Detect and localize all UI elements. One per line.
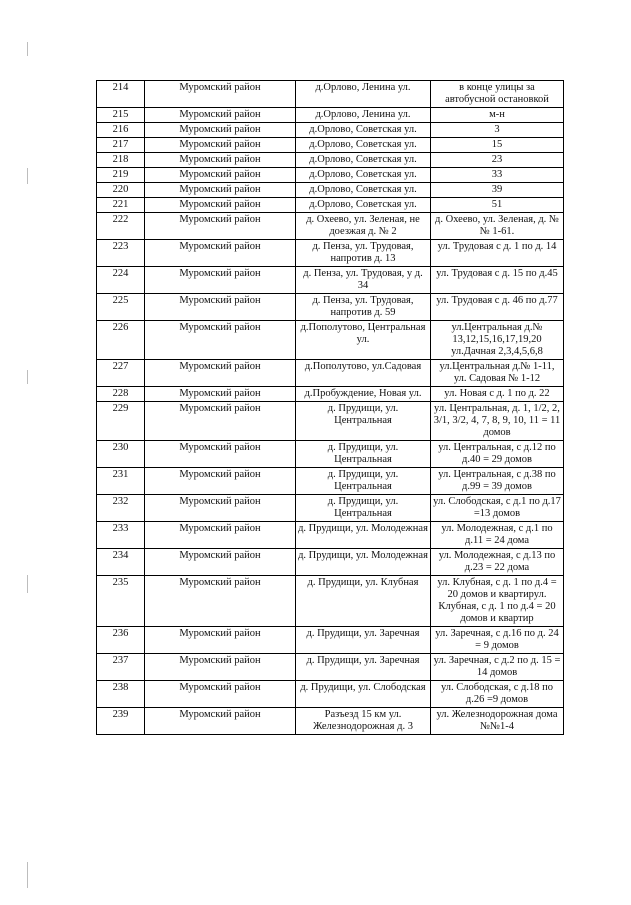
houses-cell: ул. Железнодорожная дома №№1-4 — [431, 708, 564, 735]
row-number-cell: 222 — [97, 213, 145, 240]
table-row — [97, 198, 564, 213]
location-cell: д. Пенза, ул. Трудовая, напротив д. 13 — [296, 240, 431, 267]
location-cell: д.Орлово, Ленина ул. — [296, 81, 431, 108]
location-cell: д. Прудищи, ул. Молодежная — [296, 522, 431, 549]
row-number-cell: 228 — [97, 387, 145, 402]
houses-cell: ул. Центральная, с д.38 по д.99 = 39 домов — [431, 468, 564, 495]
district-cell: Муромский район — [145, 360, 296, 387]
location-cell: д. Прудищи, ул. Слободская — [296, 681, 431, 708]
district-cell: Муромский район — [145, 81, 296, 108]
table-row — [97, 360, 564, 387]
table-row — [97, 108, 564, 123]
location-cell: д.Пополутово, ул.Садовая — [296, 360, 431, 387]
houses-cell: ул. Молодежная, с д.13 по д.23 = 22 дома — [431, 549, 564, 576]
houses-cell: ул. Центральная, д. 1, 1/2, 2, 3/1, 3/2, 4, 7, 8, 9, 10, 11 = 11 домов — [431, 402, 564, 441]
row-number-cell: 232 — [97, 495, 145, 522]
row-number-cell: 237 — [97, 654, 145, 681]
location-cell: д.Пробуждение, Новая ул. — [296, 387, 431, 402]
district-cell: Муромский район — [145, 522, 296, 549]
location-cell: д. Прудищи, ул. Центральная — [296, 441, 431, 468]
row-number-cell: 225 — [97, 294, 145, 321]
location-cell: д. Прудищи, ул. Заречная — [296, 654, 431, 681]
row-number-cell: 239 — [97, 708, 145, 735]
houses-cell: ул.Центральная д.№ 1-11, ул. Садовая № 1-12 — [431, 360, 564, 387]
row-number-cell: 216 — [97, 123, 145, 138]
location-cell: д.Орлово, Советская ул. — [296, 123, 431, 138]
district-cell: Муромский район — [145, 153, 296, 168]
houses-cell: ул. Слободская, с д.18 по д.26 =9 домов — [431, 681, 564, 708]
houses-cell: ул. Молодежная, с д.1 по д.11 = 24 дома — [431, 522, 564, 549]
district-cell: Муромский район — [145, 681, 296, 708]
row-number-cell: 226 — [97, 321, 145, 360]
location-cell: д. Прудищи, ул. Клубная — [296, 576, 431, 627]
scan-edge-mark — [27, 862, 28, 888]
table-row — [97, 522, 564, 549]
row-number-cell: 218 — [97, 153, 145, 168]
location-cell: д. Пенза, ул. Трудовая, напротив д. 59 — [296, 294, 431, 321]
district-cell: Муромский район — [145, 387, 296, 402]
district-cell: Муромский район — [145, 708, 296, 735]
location-cell: д. Прудищи, ул. Центральная — [296, 495, 431, 522]
row-number-cell: 233 — [97, 522, 145, 549]
table-row — [97, 267, 564, 294]
district-cell: Муромский район — [145, 240, 296, 267]
table-body — [97, 81, 564, 735]
location-cell: д.Орлово, Советская ул. — [296, 198, 431, 213]
houses-cell: м-н — [431, 108, 564, 123]
district-cell: Муромский район — [145, 654, 296, 681]
row-number-cell: 227 — [97, 360, 145, 387]
houses-cell: ул. Трудовая с д. 1 по д. 14 — [431, 240, 564, 267]
location-cell: д.Орлово, Советская ул. — [296, 168, 431, 183]
row-number-cell: 220 — [97, 183, 145, 198]
district-cell: Муромский район — [145, 168, 296, 183]
houses-cell: ул. Центральная, с д.12 по д.40 = 29 домов — [431, 441, 564, 468]
row-number-cell: 236 — [97, 627, 145, 654]
location-cell: д.Орлово, Советская ул. — [296, 153, 431, 168]
district-cell: Муромский район — [145, 576, 296, 627]
houses-cell: ул. Трудовая с д. 15 по д.45 — [431, 267, 564, 294]
row-number-cell: 235 — [97, 576, 145, 627]
scan-edge-mark — [27, 370, 28, 384]
houses-cell: д. Охеево, ул. Зеленая, д. №№ 1-61. — [431, 213, 564, 240]
location-cell: д.Орлово, Советская ул. — [296, 183, 431, 198]
table-row — [97, 627, 564, 654]
table-row — [97, 468, 564, 495]
houses-cell: ул. Новая с д. 1 по д. 22 — [431, 387, 564, 402]
location-cell: д. Прудищи, ул. Центральная — [296, 468, 431, 495]
district-cell: Муромский район — [145, 213, 296, 240]
table-row — [97, 240, 564, 267]
table-row — [97, 402, 564, 441]
district-cell: Муромский район — [145, 294, 296, 321]
row-number-cell: 217 — [97, 138, 145, 153]
district-cell: Муромский район — [145, 267, 296, 294]
houses-cell: 51 — [431, 198, 564, 213]
houses-cell: ул. Слободская, с д.1 по д.17 =13 домов — [431, 495, 564, 522]
row-number-cell: 224 — [97, 267, 145, 294]
row-number-cell: 229 — [97, 402, 145, 441]
row-number-cell: 223 — [97, 240, 145, 267]
row-number-cell: 230 — [97, 441, 145, 468]
houses-cell: ул. Клубная, с д. 1 по д.4 = 20 домов и квартирул. Клубная, с д. 1 по д.4 = 20 домов и квартир — [431, 576, 564, 627]
table-row — [97, 387, 564, 402]
table-row — [97, 441, 564, 468]
row-number-cell: 234 — [97, 549, 145, 576]
table-row — [97, 138, 564, 153]
location-cell: д.Орлово, Ленина ул. — [296, 108, 431, 123]
district-cell: Муромский район — [145, 402, 296, 441]
scan-edge-mark — [27, 575, 28, 593]
location-cell: д. Прудищи, ул. Заречная — [296, 627, 431, 654]
district-cell: Муромский район — [145, 198, 296, 213]
table-row — [97, 153, 564, 168]
location-cell: Разъезд 15 км ул. Железнодорожная д. 3 — [296, 708, 431, 735]
row-number-cell: 238 — [97, 681, 145, 708]
table-row — [97, 183, 564, 198]
district-cell: Муромский район — [145, 123, 296, 138]
table-row — [97, 81, 564, 108]
district-cell: Муромский район — [145, 138, 296, 153]
scan-edge-mark — [27, 42, 28, 56]
row-number-cell: 214 — [97, 81, 145, 108]
houses-cell: 23 — [431, 153, 564, 168]
district-cell: Муромский район — [145, 495, 296, 522]
table-row — [97, 495, 564, 522]
row-number-cell: 221 — [97, 198, 145, 213]
table-row — [97, 321, 564, 360]
scan-edge-mark — [27, 168, 28, 184]
district-cell: Муромский район — [145, 441, 296, 468]
row-number-cell: 215 — [97, 108, 145, 123]
location-cell: д. Прудищи, ул. Молодежная — [296, 549, 431, 576]
table-row — [97, 708, 564, 735]
district-cell: Муромский район — [145, 183, 296, 198]
location-cell: д. Прудищи, ул. Центральная — [296, 402, 431, 441]
district-cell: Муромский район — [145, 468, 296, 495]
location-cell: д. Охеево, ул. Зеленая, не доезжая д. № 2 — [296, 213, 431, 240]
houses-cell: ул.Центральная д.№ 13,12,15,16,17,19,20 ул.Дачная 2,3,4,5,6,8 — [431, 321, 564, 360]
table-row — [97, 123, 564, 138]
location-cell: д.Орлово, Советская ул. — [296, 138, 431, 153]
row-number-cell: 219 — [97, 168, 145, 183]
houses-cell: 39 — [431, 183, 564, 198]
address-table — [96, 80, 564, 735]
row-number-cell: 231 — [97, 468, 145, 495]
district-cell: Муромский район — [145, 321, 296, 360]
houses-cell: ул. Заречная, с д.2 по д. 15 = 14 домов — [431, 654, 564, 681]
table-row — [97, 168, 564, 183]
houses-cell: 33 — [431, 168, 564, 183]
district-cell: Муромский район — [145, 627, 296, 654]
table-row — [97, 549, 564, 576]
houses-cell: 15 — [431, 138, 564, 153]
houses-cell: ул. Заречная, с д.16 по д. 24 = 9 домов — [431, 627, 564, 654]
table-row — [97, 681, 564, 708]
table-row — [97, 294, 564, 321]
table-row — [97, 213, 564, 240]
houses-cell: в конце улицы за автобусной остановкой — [431, 81, 564, 108]
location-cell: д.Пополутово, Центральная ул. — [296, 321, 431, 360]
houses-cell: ул. Трудовая с д. 46 по д.77 — [431, 294, 564, 321]
table-row — [97, 576, 564, 627]
district-cell: Муромский район — [145, 549, 296, 576]
table-row — [97, 654, 564, 681]
location-cell: д. Пенза, ул. Трудовая, у д. 34 — [296, 267, 431, 294]
houses-cell: 3 — [431, 123, 564, 138]
district-cell: Муромский район — [145, 108, 296, 123]
